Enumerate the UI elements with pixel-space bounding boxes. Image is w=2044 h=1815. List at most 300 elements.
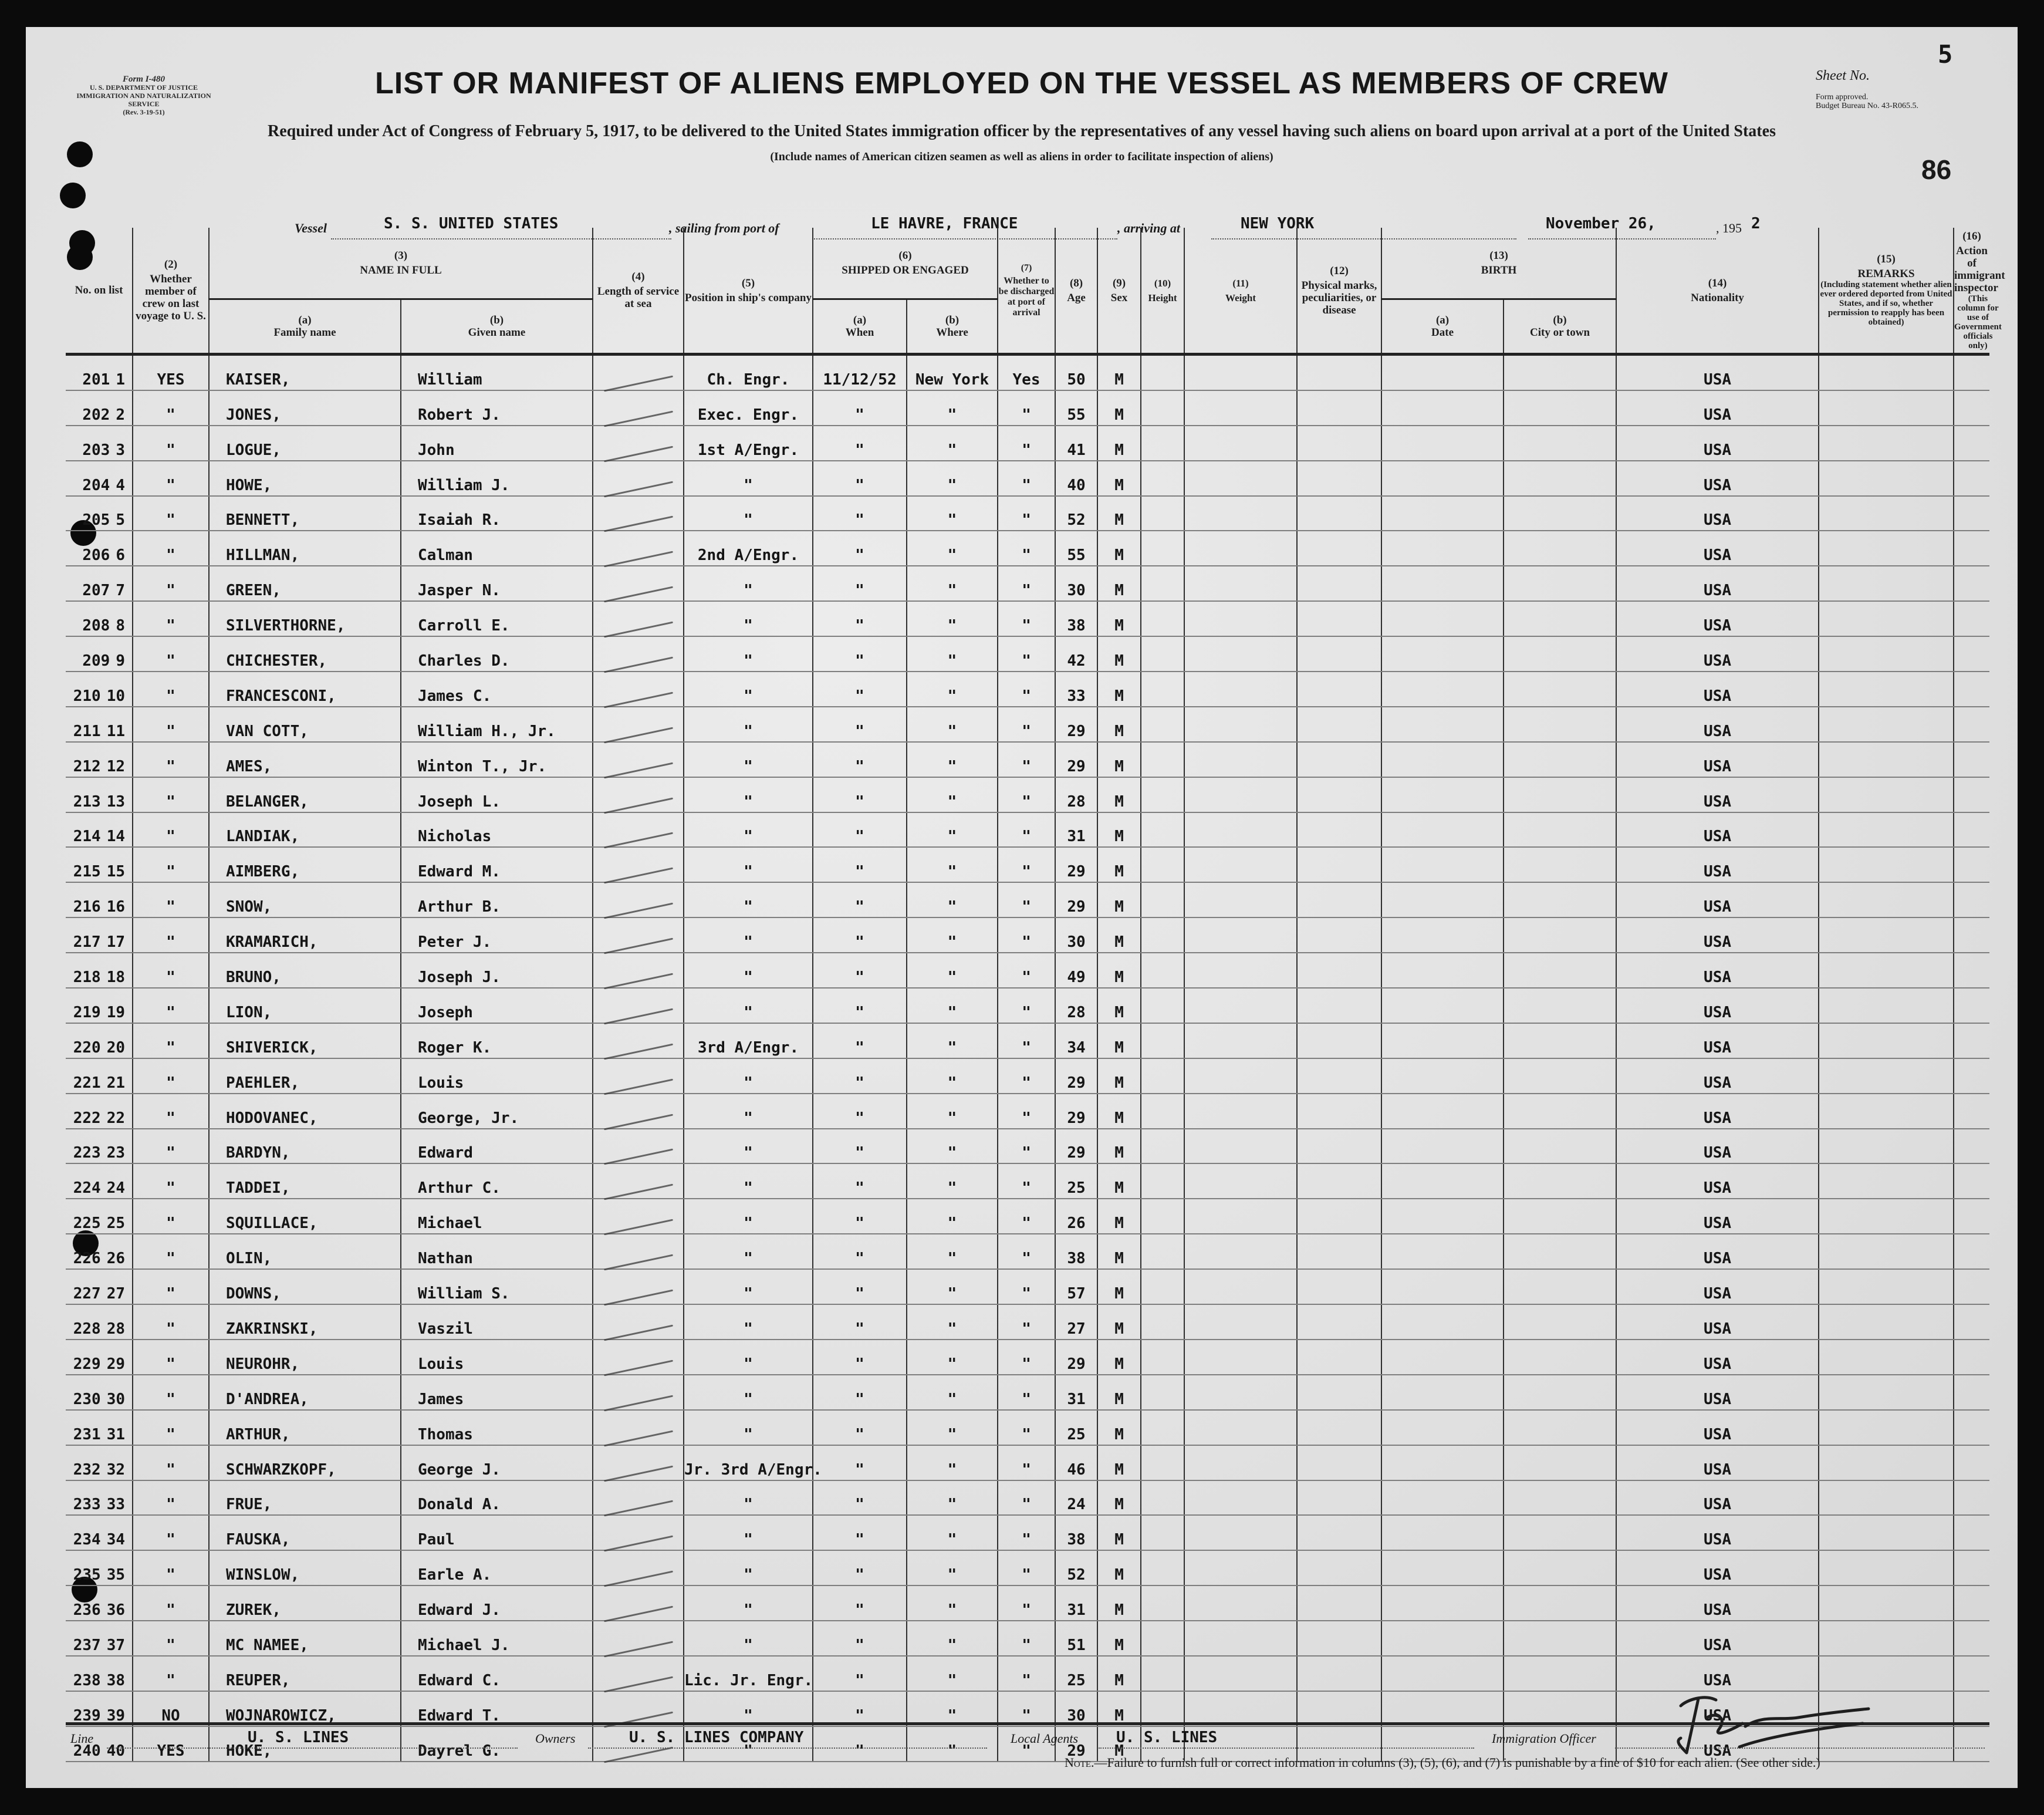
family-name-cell: LANDIAK, <box>209 812 401 848</box>
family-name-cell: CHICHESTER, <box>209 636 401 672</box>
shipped-when-cell: " <box>813 742 907 777</box>
sequence-number: 238 <box>73 1671 101 1689</box>
height-cell <box>1141 1550 1184 1585</box>
remarks-cell <box>1819 1585 1954 1621</box>
line-label: Line <box>70 1731 94 1746</box>
age-cell: 41 <box>1055 426 1097 461</box>
weight-cell <box>1184 917 1297 953</box>
col-given-name <box>401 299 593 355</box>
given-name-cell: William J. <box>401 461 593 496</box>
physical-marks-cell <box>1297 1199 1381 1234</box>
shipped-when-cell: " <box>813 636 907 672</box>
note-text: —Failure to furnish full or correct information in columns (3), (5), (6), and (7) is punishable by a fine of $10 for each alien. (See other side.) <box>1094 1755 1820 1770</box>
list-number: 29 <box>106 1355 125 1373</box>
weight-cell <box>1184 426 1297 461</box>
birth-city-cell <box>1504 847 1616 882</box>
crew-last-voyage-cell: " <box>133 1340 209 1375</box>
given-name-cell: Michael <box>401 1199 593 1234</box>
crew-last-voyage-cell: " <box>133 1023 209 1058</box>
shipped-when-cell: " <box>813 1621 907 1656</box>
position-cell: " <box>684 601 813 636</box>
family-name-cell: ZUREK, <box>209 1585 401 1621</box>
col-when <box>813 299 907 355</box>
subcol-label: Date <box>1431 326 1454 339</box>
list-number: 17 <box>106 933 125 952</box>
family-name-cell: AIMBERG, <box>209 847 401 882</box>
sex-cell: M <box>1097 707 1141 742</box>
service-tick-mark <box>603 1359 673 1376</box>
crew-last-voyage-cell: " <box>133 1129 209 1164</box>
physical-marks-cell <box>1297 777 1381 812</box>
given-name-cell: George J. <box>401 1445 593 1480</box>
to-be-discharged-cell: " <box>998 847 1055 882</box>
form-approval <box>1816 93 1918 110</box>
family-name-cell: SHIVERICK, <box>209 1023 401 1058</box>
subcol-label: When <box>845 326 874 339</box>
service-tick-mark <box>603 1114 673 1130</box>
birth-city-cell <box>1504 1515 1616 1550</box>
crew-last-voyage-cell: " <box>133 496 209 531</box>
table-row <box>66 1340 1989 1375</box>
shipped-where-cell: " <box>907 917 998 953</box>
family-name-cell: TADDEI, <box>209 1163 401 1199</box>
shipped-where-cell: " <box>907 1234 998 1269</box>
physical-marks-cell <box>1297 1375 1381 1410</box>
sex-cell: M <box>1097 917 1141 953</box>
family-name-cell: AMES, <box>209 742 401 777</box>
shipped-where-cell: " <box>907 1621 998 1656</box>
shipped-when-cell: " <box>813 988 907 1023</box>
crew-last-voyage-cell: " <box>133 1656 209 1691</box>
weight-cell <box>1184 1621 1297 1656</box>
family-name-cell: LION, <box>209 988 401 1023</box>
nationality-cell: USA <box>1616 390 1819 426</box>
birth-date-cell <box>1381 953 1504 988</box>
shipped-when-cell: " <box>813 1199 907 1234</box>
height-cell <box>1141 917 1184 953</box>
given-name-cell: James C. <box>401 672 593 707</box>
list-number: 25 <box>106 1215 125 1233</box>
service-tick-mark <box>603 446 673 462</box>
position-cell: " <box>684 1621 813 1656</box>
remarks-cell <box>1819 1480 1954 1516</box>
height-cell <box>1141 707 1184 742</box>
physical-marks-cell <box>1297 426 1381 461</box>
sailing-label: , sailing from port of <box>669 221 779 235</box>
remarks-cell <box>1819 1515 1954 1550</box>
birth-date-cell <box>1381 1023 1504 1058</box>
birth-date-cell <box>1381 1480 1504 1516</box>
row-number-cell <box>66 917 133 953</box>
col-nationality <box>1616 228 1819 355</box>
physical-marks-cell <box>1297 1304 1381 1340</box>
to-be-discharged-cell: " <box>998 1304 1055 1340</box>
physical-marks-cell <box>1297 1656 1381 1691</box>
sex-cell: M <box>1097 1621 1141 1656</box>
age-cell: 30 <box>1055 917 1097 953</box>
list-number: 10 <box>106 687 125 705</box>
birth-city-cell <box>1504 496 1616 531</box>
service-tick-mark <box>603 657 673 673</box>
sequence-number: 211 <box>73 722 101 740</box>
nationality-cell: USA <box>1616 1585 1819 1621</box>
birth-city-cell <box>1504 1340 1616 1375</box>
inspector-action-cell <box>1954 1621 1989 1656</box>
given-name-cell: Carroll E. <box>401 601 593 636</box>
given-name-cell: Calman <box>401 531 593 566</box>
list-number: 1 <box>116 370 125 389</box>
service-tick-mark <box>603 622 673 638</box>
row-number-cell <box>66 812 133 848</box>
shipped-when-cell: " <box>813 777 907 812</box>
inspector-action-cell <box>1954 812 1989 848</box>
physical-marks-cell <box>1297 1094 1381 1129</box>
table-row <box>66 1445 1989 1480</box>
service-tick-mark <box>603 1500 673 1517</box>
birth-city-cell <box>1504 426 1616 461</box>
sex-cell: M <box>1097 1515 1141 1550</box>
sequence-number: 215 <box>73 863 101 881</box>
remarks-cell <box>1819 882 1954 917</box>
sex-cell: M <box>1097 1656 1141 1691</box>
height-cell <box>1141 1656 1184 1691</box>
table-row <box>66 847 1989 882</box>
position-cell: 1st A/Engr. <box>684 426 813 461</box>
table-row <box>66 531 1989 566</box>
table-header <box>66 228 2005 355</box>
birth-city-cell <box>1504 1445 1616 1480</box>
birth-city-cell <box>1504 355 1616 390</box>
given-name-cell: Earle A. <box>401 1550 593 1585</box>
position-cell: " <box>684 496 813 531</box>
shipped-when-cell: " <box>813 953 907 988</box>
weight-cell <box>1184 1129 1297 1164</box>
crew-last-voyage-cell: " <box>133 917 209 953</box>
service-tick-mark <box>603 1465 673 1482</box>
table-row <box>66 988 1989 1023</box>
birth-date-cell <box>1381 847 1504 882</box>
subcol-letter: (a) <box>853 314 867 326</box>
height-cell <box>1141 1304 1184 1340</box>
sequence-number: 219 <box>73 1003 101 1021</box>
birth-date-cell <box>1381 812 1504 848</box>
agents-value: U. S. LINES <box>1116 1729 1218 1746</box>
weight-cell <box>1184 672 1297 707</box>
position-cell: " <box>684 1726 813 1762</box>
position-cell: 3rd A/Engr. <box>684 1023 813 1058</box>
sex-cell: M <box>1097 847 1141 882</box>
weight-cell <box>1184 1585 1297 1621</box>
to-be-discharged-cell: " <box>998 496 1055 531</box>
inspector-action-cell <box>1954 636 1989 672</box>
list-number: 11 <box>106 722 125 740</box>
nationality-cell: USA <box>1616 672 1819 707</box>
service-length-cell <box>593 1094 684 1129</box>
inspector-action-cell <box>1954 1304 1989 1340</box>
to-be-discharged-cell: " <box>998 1234 1055 1269</box>
col-family-name <box>209 299 401 355</box>
given-name-cell: Thomas <box>401 1410 593 1445</box>
birth-city-cell <box>1504 742 1616 777</box>
shipped-where-cell: " <box>907 988 998 1023</box>
crew-last-voyage-cell: " <box>133 426 209 461</box>
service-tick-mark <box>603 727 673 743</box>
nationality-cell: USA <box>1616 917 1819 953</box>
service-length-cell <box>593 636 684 672</box>
age-cell: 29 <box>1055 742 1097 777</box>
list-number: 15 <box>106 863 125 881</box>
row-number-cell <box>66 882 133 917</box>
service-length-cell <box>593 1269 684 1304</box>
given-name-cell: Arthur B. <box>401 882 593 917</box>
family-name-cell: KAISER, <box>209 355 401 390</box>
service-tick-mark <box>603 1078 673 1095</box>
family-name-cell: OLIN, <box>209 1234 401 1269</box>
service-tick-mark <box>603 410 673 427</box>
inspector-action-cell <box>1954 1269 1989 1304</box>
birth-date-cell <box>1381 1340 1504 1375</box>
position-cell: " <box>684 917 813 953</box>
to-be-discharged-cell: " <box>998 461 1055 496</box>
approved-text: Form approved. <box>1816 93 1869 102</box>
row-number-cell <box>66 636 133 672</box>
shipped-where-cell: " <box>907 1163 998 1199</box>
crew-last-voyage-cell: " <box>133 1094 209 1129</box>
inspector-action-cell <box>1954 882 1989 917</box>
birth-city-cell <box>1504 1129 1616 1164</box>
table-row <box>66 1094 1989 1129</box>
service-tick-mark <box>603 1254 673 1271</box>
family-name-cell: REUPER, <box>209 1656 401 1691</box>
age-cell: 24 <box>1055 1480 1097 1516</box>
age-cell: 50 <box>1055 355 1097 390</box>
weight-cell <box>1184 847 1297 882</box>
age-cell: 52 <box>1055 496 1097 531</box>
nationality-cell: USA <box>1616 988 1819 1023</box>
sex-cell: M <box>1097 496 1141 531</box>
birth-date-cell <box>1381 1163 1504 1199</box>
remarks-cell <box>1819 777 1954 812</box>
family-name-cell: DOWNS, <box>209 1269 401 1304</box>
remarks-cell <box>1819 496 1954 531</box>
family-name-cell: FRUE, <box>209 1480 401 1516</box>
service-length-cell <box>593 1691 684 1726</box>
nationality-cell: USA <box>1616 1410 1819 1445</box>
physical-marks-cell <box>1297 812 1381 848</box>
subcol-letter: (a) <box>1435 314 1450 326</box>
family-name-cell: BELANGER, <box>209 777 401 812</box>
list-number: 14 <box>106 828 125 846</box>
service-tick-mark <box>603 903 673 919</box>
physical-marks-cell <box>1297 1480 1381 1516</box>
col-num: (13) <box>1489 249 1508 262</box>
shipped-where-cell: " <box>907 1480 998 1516</box>
crew-last-voyage-cell: " <box>133 1445 209 1480</box>
sequence-number: 201 <box>82 370 110 389</box>
given-name-cell: Donald A. <box>401 1480 593 1516</box>
to-be-discharged-cell: " <box>998 1656 1055 1691</box>
age-cell: 28 <box>1055 777 1097 812</box>
sequence-number: 214 <box>73 828 101 846</box>
weight-cell <box>1184 1340 1297 1375</box>
nationality-cell: USA <box>1616 1094 1819 1129</box>
birth-city-cell <box>1504 812 1616 848</box>
birth-city-cell <box>1504 636 1616 672</box>
service-length-cell <box>593 1515 684 1550</box>
family-name-cell: MC NAMEE, <box>209 1621 401 1656</box>
birth-city-cell <box>1504 1234 1616 1269</box>
shipped-where-cell: " <box>907 1691 998 1726</box>
table-row <box>66 496 1989 531</box>
col-num: (14) <box>1708 276 1727 289</box>
shipped-where-cell: " <box>907 496 998 531</box>
position-cell: " <box>684 672 813 707</box>
position-cell: " <box>684 1410 813 1445</box>
birth-city-cell <box>1504 988 1616 1023</box>
inspector-action-cell <box>1954 1199 1989 1234</box>
family-name-cell: ARTHUR, <box>209 1410 401 1445</box>
row-number-cell <box>66 1094 133 1129</box>
physical-marks-cell <box>1297 953 1381 988</box>
birth-city-cell <box>1504 1375 1616 1410</box>
sex-cell: M <box>1097 1129 1141 1164</box>
age-cell: 55 <box>1055 390 1097 426</box>
crew-last-voyage-cell: " <box>133 672 209 707</box>
col-title: Sex <box>1110 291 1128 304</box>
shipped-when-cell: " <box>813 1129 907 1164</box>
sequence-number: 221 <box>73 1074 101 1092</box>
age-cell: 25 <box>1055 1656 1097 1691</box>
crew-last-voyage-cell: " <box>133 1163 209 1199</box>
height-cell <box>1141 1375 1184 1410</box>
physical-marks-cell <box>1297 1163 1381 1199</box>
sex-cell: M <box>1097 777 1141 812</box>
position-cell: " <box>684 1163 813 1199</box>
family-name-cell: SCHWARZKOPF, <box>209 1445 401 1480</box>
age-cell: 27 <box>1055 1304 1097 1340</box>
position-cell: " <box>684 1691 813 1726</box>
birth-city-cell <box>1504 882 1616 917</box>
position-cell: " <box>684 1515 813 1550</box>
birth-date-cell <box>1381 1304 1504 1340</box>
nationality-cell: USA <box>1616 707 1819 742</box>
sex-cell: M <box>1097 355 1141 390</box>
given-name-cell: Paul <box>401 1515 593 1550</box>
sex-cell: M <box>1097 1375 1141 1410</box>
list-number: 22 <box>106 1109 125 1127</box>
weight-cell <box>1184 531 1297 566</box>
family-name-cell: HOWE, <box>209 461 401 496</box>
crew-last-voyage-cell: " <box>133 1550 209 1585</box>
sequence-number: 228 <box>73 1320 101 1338</box>
shipped-where-cell: " <box>907 390 998 426</box>
sex-cell: M <box>1097 1234 1141 1269</box>
physical-marks-cell <box>1297 1621 1381 1656</box>
to-be-discharged-cell: " <box>998 672 1055 707</box>
sequence-number: 231 <box>73 1425 101 1443</box>
sex-cell: M <box>1097 1691 1141 1726</box>
birth-city-cell <box>1504 917 1616 953</box>
service-tick-mark <box>603 1430 673 1446</box>
given-name-cell: Robert J. <box>401 390 593 426</box>
to-be-discharged-cell: " <box>998 1094 1055 1129</box>
sequence-number: 203 <box>82 441 110 459</box>
table-row <box>66 1375 1989 1410</box>
sex-cell: M <box>1097 1094 1141 1129</box>
list-number: 39 <box>106 1706 125 1725</box>
given-name-cell: Edward M. <box>401 847 593 882</box>
remarks-cell <box>1819 1269 1954 1304</box>
list-number: 6 <box>116 546 125 565</box>
crew-last-voyage-cell: YES <box>133 355 209 390</box>
shipped-where-cell: " <box>907 1269 998 1304</box>
shipped-where-cell: " <box>907 1410 998 1445</box>
to-be-discharged-cell: " <box>998 1023 1055 1058</box>
inspector-action-cell <box>1954 917 1989 953</box>
col-birth-date <box>1381 299 1504 355</box>
service-tick-mark <box>603 1184 673 1200</box>
service-length-cell <box>593 355 684 390</box>
subcol-label: City or town <box>1530 326 1590 339</box>
position-cell: " <box>684 1094 813 1129</box>
inspector-action-cell <box>1954 461 1989 496</box>
position-cell: " <box>684 777 813 812</box>
nationality-cell: USA <box>1616 1726 1819 1762</box>
given-name-cell: William H., Jr. <box>401 707 593 742</box>
table-row <box>66 601 1989 636</box>
position-cell: " <box>684 566 813 601</box>
position-cell: " <box>684 707 813 742</box>
sex-cell: M <box>1097 988 1141 1023</box>
inspector-action-cell <box>1954 847 1989 882</box>
to-be-discharged-cell: " <box>998 531 1055 566</box>
age-cell: 49 <box>1055 953 1097 988</box>
given-name-cell: Louis <box>401 1340 593 1375</box>
crew-last-voyage-cell: " <box>133 882 209 917</box>
table-row <box>66 1023 1989 1058</box>
position-cell: " <box>684 1129 813 1164</box>
weight-cell <box>1184 601 1297 636</box>
sequence-number: 218 <box>73 969 101 987</box>
family-name-cell: SNOW, <box>209 882 401 917</box>
shipped-when-cell: " <box>813 1410 907 1445</box>
row-number-cell <box>66 1199 133 1234</box>
age-cell: 25 <box>1055 1163 1097 1199</box>
age-cell: 52 <box>1055 1550 1097 1585</box>
to-be-discharged-cell: " <box>998 1585 1055 1621</box>
to-be-discharged-cell: " <box>998 917 1055 953</box>
table-row <box>66 1269 1989 1304</box>
service-tick-mark <box>603 516 673 532</box>
height-cell <box>1141 1199 1184 1234</box>
shipped-where-cell: New York <box>907 355 998 390</box>
form-department: U. S. DEPARTMENT OF JUSTICE <box>89 83 198 92</box>
given-name-cell: Dayrel G. <box>401 1726 593 1762</box>
given-name-cell: Winton T., Jr. <box>401 742 593 777</box>
birth-date-cell <box>1381 566 1504 601</box>
physical-marks-cell <box>1297 882 1381 917</box>
to-be-discharged-cell: " <box>998 1410 1055 1445</box>
col-title: Weight <box>1225 292 1256 303</box>
sequence-number: 240 <box>73 1742 101 1760</box>
table-row <box>66 1480 1989 1516</box>
year-prefix: , 195 <box>1716 221 1742 235</box>
inspector-action-cell <box>1954 1445 1989 1480</box>
nationality-cell: USA <box>1616 566 1819 601</box>
physical-marks-cell <box>1297 1691 1381 1726</box>
table-row <box>66 1199 1989 1234</box>
nationality-cell: USA <box>1616 461 1819 496</box>
